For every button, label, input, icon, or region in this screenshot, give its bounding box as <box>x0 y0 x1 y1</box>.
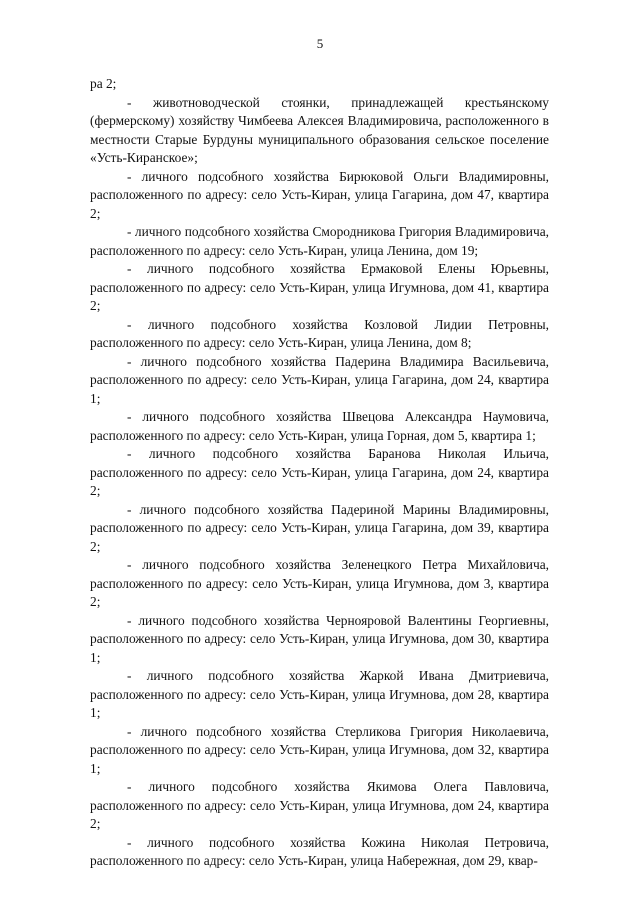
list-item: - личного подсобного хозяйства Чернояровой Валентины Георгиевны, расположенного по адресу: село Усть-Киран, улица Игумнова, дом 30, квартира 1; <box>90 612 549 665</box>
list-item: - личного подсобного хозяйства Баранова Николая Ильича, расположенного по адресу: село Усть-Киран, улица Гагарина, дом 24, квартира 2; <box>90 446 549 498</box>
list-item: - личного подсобного хозяйства Бирюковой Ольги Владимировны, расположенного по адресу: село Усть-Киран, улица Гагарина, дом 47, квартира 2; <box>90 168 549 221</box>
list-item: - личного подсобного хозяйства Жаркой Ивана Дмитриевича, расположенного по адресу: село Усть-Киран, улица Игумнова, дом 28, квартира 1; <box>90 668 549 720</box>
list-item: - животноводческой стоянки, принадлежащей крестьянскому (фермерскому) хозяйству Чимбеева Алексея Владимировича, расположенного в местности Старые Бурдуны муниципального образования сельское поселение «Усть-Киранское»; <box>90 94 549 165</box>
list-item: - личного подсобного хозяйства Якимова Олега Павловича, расположенного по адресу: село Усть-Киран, улица Игумнова, дом 24, квартира 2; <box>90 779 549 831</box>
paragraph-continuation: ра 2; <box>90 76 117 91</box>
document-body <box>90 75 549 871</box>
list-item: - личного подсобного хозяйства Ермаковой Елены Юрьевны, расположенного по адресу: село Усть-Киран, улица Игумнова, дом 41, квартира 2; <box>90 261 549 313</box>
page-number: 5 <box>316 36 324 51</box>
list-item: - личного подсобного хозяйства Зеленецкого Петра Михайловича, расположенного по адресу: село Усть-Киран, улица Игумнова, дом 3, квартира 2; <box>90 557 549 609</box>
list-item: - личного подсобного хозяйства Стерликова Григория Николаевича, расположенного по адресу: село Усть-Киран, улица Игумнова, дом 32, квартира 1; <box>90 723 549 776</box>
list-item: - личного подсобного хозяйства Падерина Владимира Васильевича, расположенного по адресу: село Усть-Киран, улица Гагарина, дом 24, квартира 1; <box>90 353 549 406</box>
list-item: - личного подсобного хозяйства Кожина Николая Петровича, расположенного по адресу: село Усть-Киран, улица Набережная, дом 29, квар- <box>90 834 549 868</box>
list-item: - личного подсобного хозяйства Падериной Марины Владимировны, расположенного по адресу: село Усть-Киран, улица Гагарина, дом 39, квартира 2; <box>90 501 549 554</box>
list-item: - личного подсобного хозяйства Козловой Лидии Петровны, расположенного по адресу: село Усть-Киран, улица Ленина, дом 8; <box>90 316 549 350</box>
list-item: - личного подсобного хозяйства Смородникова Григория Владимировича, расположенного по адресу: село Усть-Киран, улица Ленина, дом 19; <box>90 224 549 258</box>
list-item: - личного подсобного хозяйства Швецова Александра Наумовича, расположенного по адресу: село Усть-Киран, улица Горная, дом 5, квартира 1; <box>90 409 549 443</box>
